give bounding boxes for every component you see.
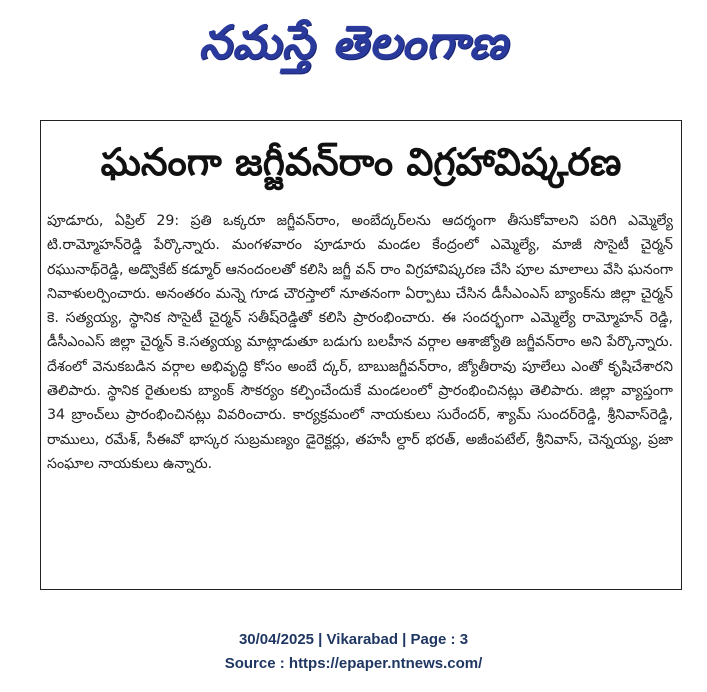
masthead <box>0 6 707 78</box>
newspaper-logo-title: నమస్తే తెలంగాణ <box>198 15 509 69</box>
article-clipping <box>40 120 682 590</box>
footer <box>0 628 707 676</box>
article-body: పూడూరు, ఏప్రిల్ 29: ప్రతి ఒక్కరూ జగ్జీవన్‌రాం, అంబేద్కర్‌లను ఆదర్శంగా తీసుకోవాలని పరిగి ఎమ్మెల్యే టి.రామ్మోహన్‌రెడ్డి పేర్కొన్నారు. మంగళవారం పూడూరు మండల కేంద్రంలో ఎమ్మెల్యే, మాజీ సొసైటీ చైర్మన్ రఘునాథ్‌రెడ్డి, అడ్వొకేట్ కడ్మూర్ ఆనందంలతో కలిసి జగ్జీ వన్ రాం విగ్రహావిష్కరణ చేసి పూల మాలాలు వేసి ఘనంగా నివాళులర్పించారు. అనంతరం మన్నె గూడ చౌరస్తాలో నూతనంగా ఏర్పాటు చేసిన డీసీఎంఎస్ బ్యాంక్‌ను జిల్లా చైర్మన్ కె. సత్యయ్య, స్థానిక సొసైటీ చైర్మన్ సతీష్‌రెడ్డితో కలిసి ప్రారంభించారు. ఈ సందర్భంగా ఎమ్మెల్యే రామ్మోహన్ రెడ్డి, డీసీఎంఎస్ జిల్లా చైర్మన్ కె.సత్యయ్య మాట్లాడుతూ బడుగు బలహీన వర్గాల ఆశాజ్యోతి జగ్జీవన్‌రాం అని పేర్కొన్నారు. దేశంలో వెనుకబడిన వర్గాల అభివృద్ధి కోసం అంబే ద్కర్, బాబుజగ్జీవన్‌రాం, జ్యోతీరావు పూలేలు ఎంతో కృషిచేశారని తెలిపారు. స్థానిక రైతులకు బ్యాంక్ సౌకర్యం కల్పించేందుకే మండలంలో ప్రారంభించినట్లు తెలిపారు. జిల్లా వ్యాప్తంగా 34 బ్రాంచ్‌లు ప్రారంభించినట్లు వివరించారు. కార్యక్రమంలో నాయకులు సురేందర్, శ్యామ్ సుందర్‌రెడ్డి, శ్రీనివాస్‌రెడ్డి, రాములు, రమేశ్, సీఈవో భాస్కర సుబ్రమణ్యం డైరెక్టర్లు, తహసీ ల్దార్ భరత్, అజీంపటేల్, శ్రీనివాస్, చెన్నయ్య, ప్రజా సంఘాల నాయకులు ఉన్నారు. <box>47 213 673 472</box>
edition-info: 30/04/2025 | Vikarabad | Page : 3 <box>238 631 469 648</box>
source-link[interactable]: Source : https://epaper.ntnews.com/ <box>224 655 483 672</box>
article-headline: ఘనంగా జగ్జీవన్‌రాం విగ్రహావిష్కరణ <box>100 140 622 184</box>
